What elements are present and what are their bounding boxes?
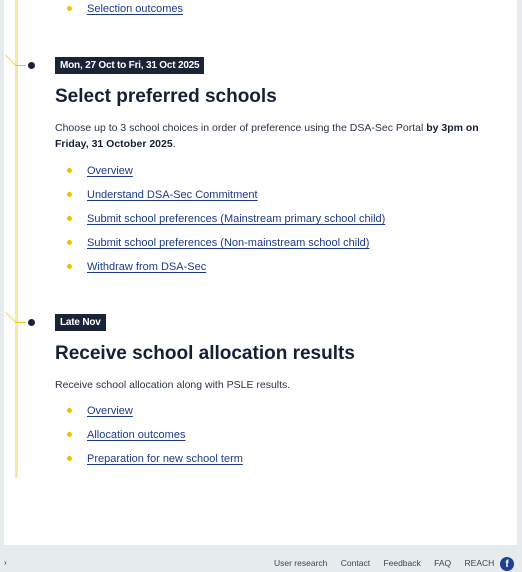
main-content (4, 0, 517, 545)
footer-link-user-research[interactable]: User research (274, 558, 328, 568)
step-description (55, 120, 485, 152)
list-item (67, 452, 243, 476)
link-selection-outcomes[interactable]: Selection outcomes (87, 3, 183, 15)
step-links-list (67, 164, 385, 284)
list-item (67, 212, 385, 236)
facebook-icon[interactable]: f (500, 557, 514, 571)
link-allocation-outcomes[interactable]: Allocation outcomes (87, 429, 186, 441)
list-item (67, 164, 385, 188)
timeline-dot (28, 62, 35, 69)
link-withdraw[interactable]: Withdraw from DSA-Sec (87, 261, 207, 273)
bullet-icon (67, 240, 72, 245)
date-badge: Late Nov (55, 314, 106, 331)
bullet-icon (67, 456, 72, 461)
list-item (67, 188, 385, 212)
footer-link-feedback[interactable]: Feedback (383, 558, 421, 568)
bullet-icon (67, 216, 72, 221)
footer-link-reach[interactable]: REACH (464, 558, 495, 568)
step-links-list (67, 404, 243, 476)
date-badge: Mon, 27 Oct to Fri, 31 Oct 2025 (55, 57, 204, 74)
timeline-dot (28, 319, 35, 326)
list-item (67, 404, 243, 428)
bullet-icon (67, 168, 72, 173)
list-item (67, 236, 385, 260)
step-heading: Receive school allocation results (55, 343, 355, 364)
link-overview[interactable]: Overview (87, 165, 133, 177)
step-heading: Select preferred schools (55, 86, 277, 107)
deadline-text: by 3pm on Friday, 31 October 2025 (55, 122, 479, 150)
timeline-line (15, 0, 18, 478)
list-item (67, 2, 183, 26)
footer-link-contact[interactable]: Contact (340, 558, 371, 568)
link-submit-non-mainstream[interactable]: Submit school preferences (Non-mainstream school child) (87, 237, 370, 249)
bullet-icon (67, 432, 72, 437)
chevron-icon[interactable]: › (4, 558, 7, 567)
footer (4, 545, 517, 571)
footer-link-faq[interactable]: FAQ (434, 558, 452, 568)
list-item (67, 260, 385, 284)
link-understand-commitment[interactable]: Understand DSA-Sec Commitment (87, 189, 258, 201)
link-submit-mainstream[interactable]: Submit school preferences (Mainstream primary school child) (87, 213, 386, 225)
link-overview[interactable]: Overview (87, 405, 133, 417)
description-end: . (172, 138, 176, 150)
bullet-icon (67, 408, 72, 413)
bullet-icon (67, 6, 72, 11)
footer-links (274, 558, 505, 568)
list-item (67, 428, 243, 452)
bullet-icon (67, 192, 72, 197)
bullet-icon (67, 264, 72, 269)
step-description: Receive school allocation along with PSLE results. (55, 379, 291, 391)
description-text: Choose up to 3 school choices in order of preference using the DSA-Sec Portal (55, 122, 427, 134)
link-preparation-new-term[interactable]: Preparation for new school term (87, 453, 243, 465)
top-links-list (67, 2, 183, 26)
